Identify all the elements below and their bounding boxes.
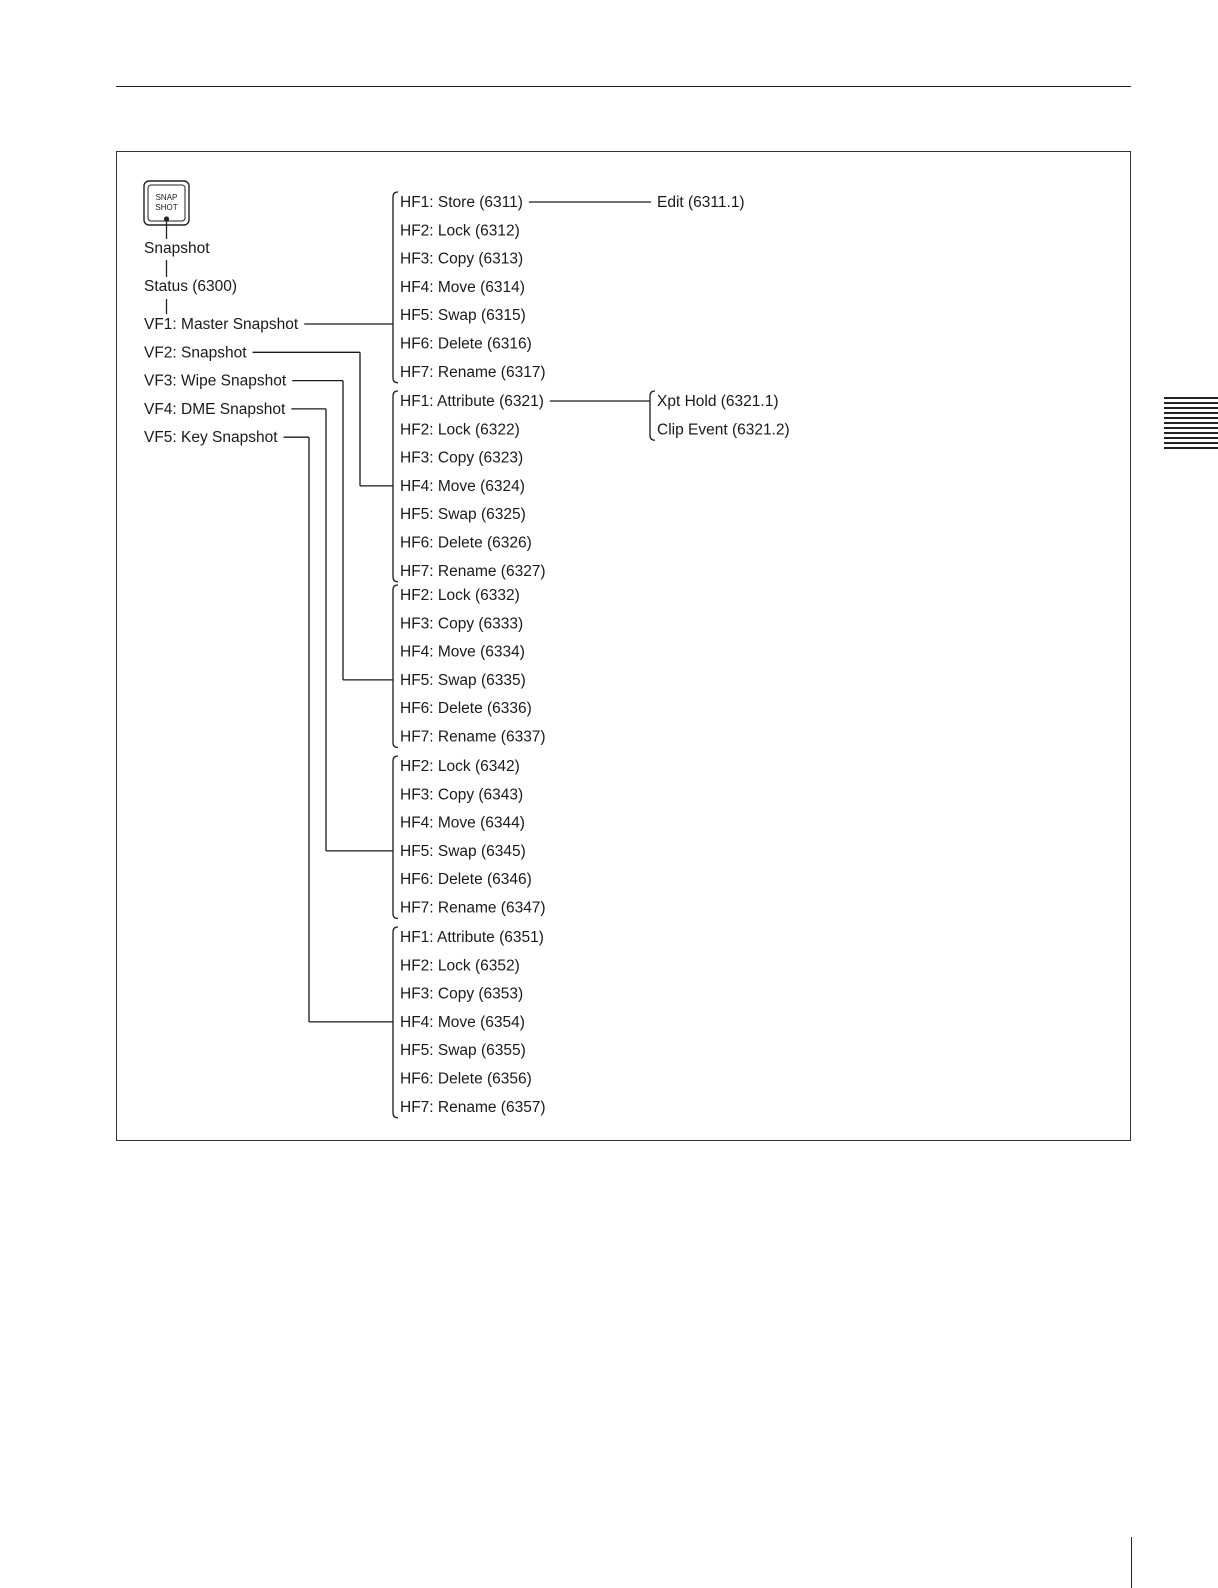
function-menu-item: HF2: Lock (6312) bbox=[400, 222, 520, 240]
function-menu-item: HF7: Rename (6357) bbox=[400, 1098, 546, 1116]
vf-menu-item: VF2: Snapshot bbox=[144, 344, 247, 362]
function-menu-item: HF2: Lock (6332) bbox=[400, 587, 520, 604]
function-menu-item: HF5: Swap (6345) bbox=[400, 842, 526, 860]
function-menu-item: HF4: Move (6344) bbox=[400, 814, 525, 832]
vf-menu-item: VF3: Wipe Snapshot bbox=[144, 372, 287, 390]
key-label-line2: SHOT bbox=[155, 203, 178, 212]
function-menu-item: HF1: Attribute (6321) bbox=[400, 393, 544, 410]
function-menu-item: HF1: Store (6311) bbox=[400, 194, 523, 211]
function-menu-item: HF6: Delete (6316) bbox=[400, 335, 532, 353]
function-menu-item: HF3: Copy (6313) bbox=[400, 250, 524, 268]
status-label: Status (6300) bbox=[144, 278, 238, 295]
function-menu-item: HF4: Move (6334) bbox=[400, 643, 525, 661]
function-menu-item: HF5: Swap (6325) bbox=[400, 506, 526, 524]
function-menu-item: HF5: Swap (6335) bbox=[400, 671, 526, 689]
function-menu-item: HF5: Swap (6315) bbox=[400, 307, 526, 325]
group-bracket bbox=[393, 756, 398, 919]
sub-menu-item: Clip Event (6321.2) bbox=[657, 421, 790, 439]
function-menu-item: HF4: Move (6324) bbox=[400, 477, 525, 495]
group-bracket bbox=[393, 391, 398, 582]
function-menu-item: HF6: Delete (6336) bbox=[400, 700, 532, 718]
function-menu-item: HF4: Move (6314) bbox=[400, 278, 525, 296]
vf-menu-item: VF1: Master Snapshot bbox=[144, 316, 299, 333]
function-menu-item: HF3: Copy (6353) bbox=[400, 985, 524, 1003]
vf-menu-item: VF4: DME Snapshot bbox=[144, 400, 286, 418]
function-menu-item: HF1: Attribute (6351) bbox=[400, 929, 544, 946]
function-menu-item: HF4: Move (6354) bbox=[400, 1013, 525, 1031]
sub-bracket bbox=[650, 391, 655, 440]
function-menu-item: HF7: Rename (6327) bbox=[400, 562, 546, 580]
function-menu-item: HF7: Rename (6317) bbox=[400, 363, 546, 381]
function-menu-item: HF7: Rename (6347) bbox=[400, 899, 546, 917]
function-menu-item: HF3: Copy (6343) bbox=[400, 786, 524, 804]
function-menu-item: HF3: Copy (6323) bbox=[400, 449, 524, 467]
function-menu-item: HF3: Copy (6333) bbox=[400, 615, 524, 633]
sub-menu-item: Edit (6311.1) bbox=[657, 194, 745, 211]
function-menu-item: HF7: Rename (6337) bbox=[400, 728, 546, 746]
vf-menu-item: VF5: Key Snapshot bbox=[144, 429, 278, 447]
function-menu-item: HF5: Swap (6355) bbox=[400, 1042, 526, 1060]
function-menu-item: HF6: Delete (6356) bbox=[400, 1070, 532, 1088]
function-menu-item: HF6: Delete (6326) bbox=[400, 534, 532, 552]
function-menu-item: HF6: Delete (6346) bbox=[400, 871, 532, 889]
group-bracket bbox=[393, 192, 398, 383]
function-menu-item: HF2: Lock (6352) bbox=[400, 957, 520, 975]
group-bracket bbox=[393, 927, 398, 1118]
function-menu-item: HF2: Lock (6342) bbox=[400, 758, 520, 775]
function-menu-item: HF2: Lock (6322) bbox=[400, 421, 520, 439]
group-bracket bbox=[393, 585, 398, 748]
key-label-line1: SNAP bbox=[155, 193, 178, 202]
sub-menu-item: Xpt Hold (6321.1) bbox=[657, 393, 779, 410]
snapshot-key-icon bbox=[144, 181, 189, 225]
root-label: Snapshot bbox=[144, 240, 210, 257]
